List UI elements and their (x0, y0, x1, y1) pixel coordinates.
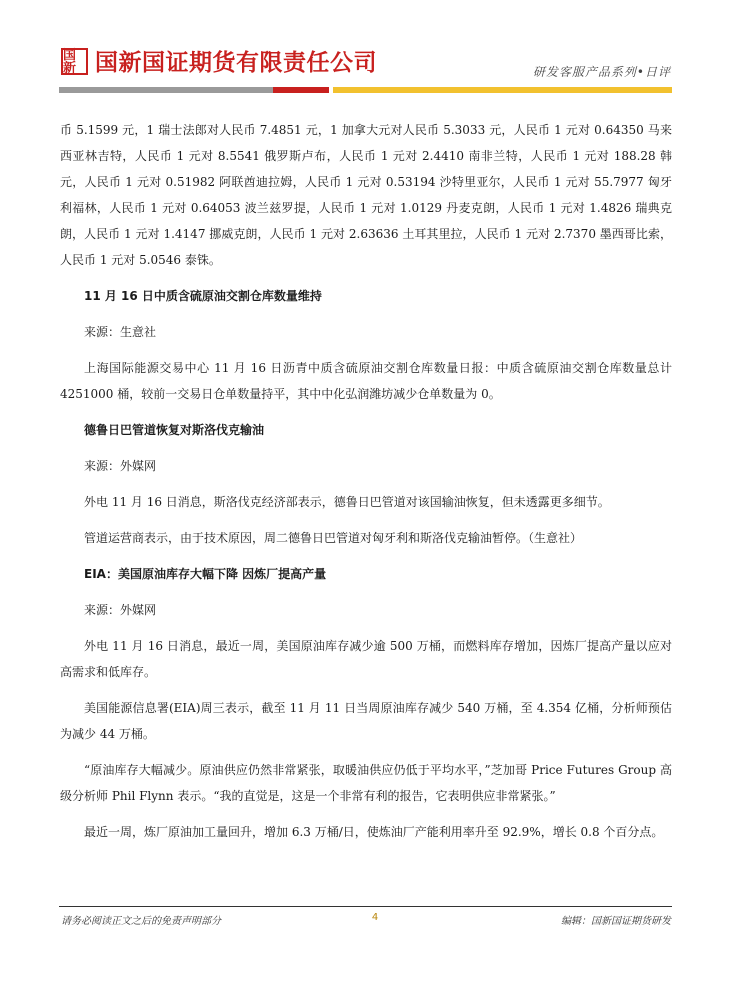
header-bar-grey (59, 87, 273, 93)
paragraph-analyst-quote: “原油库存大幅减少。原油供应仍然非常紧张，取暖油供应仍低于平均水平，”芝加哥 Price Futures Group 高级分析师 Phil Flynn 表示。“我的直觉是，这是一个非常有利的报告，它表明供应非常紧张。” (60, 763, 672, 803)
document-body (60, 117, 672, 845)
source-3: 来源：外媒网 (84, 603, 157, 617)
heading-crude-warehouse: 11 月 16 日中质含硫原油交割仓库数量维持 (84, 289, 322, 303)
page-number: 4 (371, 912, 379, 923)
paragraph-exchange-rates: 币 5.1599 元，1 瑞士法郎对人民币 7.4851 元，1 加拿大元对人民币 5.3033 元，人民币 1 元对 0.64350 马来西亚林吉特，人民币 1 元对 8.5541 俄罗斯卢布，人民币 1 元对 2.4410 南非兰特，人民币 1 元对 188.28 韩元，人民币 1 元对 0.51982 阿联酋迪拉姆，人民币 1 元对 0.53194 沙特里亚尔，人民币 1 元对 55.7977 匈牙利福林，人民币 1 元对 0.64053 波兰兹罗提，人民币 1 元对 1.0129 丹麦克朗，人民币 1 元对 1.4826 瑞典克朗，人民币 1 元对 1.4147 挪威克朗，人民币 1 元对 2.63636 土耳其里拉，人民币 1 元对 2.7370 墨西哥比索，人民币 1 元对 5.0546 泰铢。 (60, 123, 672, 267)
paragraph-pipeline-resumed: 外电 11 月 16 日消息，斯洛伐克经济部表示，德鲁日巴管道对该国输油恢复，但未透露更多细节。 (84, 495, 610, 509)
heading-eia-inventory: EIA：美国原油库存大幅下降 因炼厂提高产量 (84, 567, 327, 581)
heading-druzhba-pipeline: 德鲁日巴管道恢复对斯洛伐克输油 (84, 423, 265, 437)
footer-editor: 编辑：国新国证期货研发 (561, 916, 671, 927)
source-2: 来源：外媒网 (84, 459, 157, 473)
company-logo: 国新 (61, 48, 88, 75)
paragraph-warehouse-report: 上海国际能源交易中心 11 月 16 日沥青中质含硫原油交割仓库数量日报：中质含硫原油交割仓库数量总计 4251000 桶，较前一交易日仓单数量持平，其中中化弘润潍坊减少仓单数量为 0。 (60, 361, 672, 401)
report-series: 研发客服产品系列•日评 (532, 65, 671, 79)
footer-disclaimer: 请务必阅读正文之后的免责声明部分 (61, 916, 221, 927)
paragraph-refinery-runs: 最近一周，炼厂原油加工量回升，增加 6.3 万桶/日，使炼油厂产能利用率升至 92.9%，增长 0.8 个百分点。 (84, 825, 664, 839)
header-bar-yellow (333, 87, 672, 93)
source-1: 来源：生意社 (84, 325, 157, 339)
paragraph-eia-data: 美国能源信息署(EIA)周三表示，截至 11 月 11 日当周原油库存减少 540 万桶，至 4.354 亿桶，分析师预估为减少 44 万桶。 (60, 701, 672, 741)
company-name: 国新国证期货有限责任公司 (95, 50, 377, 76)
paragraph-pipeline-halted: 管道运营商表示，由于技术原因，周二德鲁日巴管道对匈牙利和斯洛伐克输油暂停。（生意社） (84, 531, 583, 545)
paragraph-eia-summary: 外电 11 月 16 日消息，最近一周，美国原油库存减少逾 500 万桶，而燃料库存增加，因炼厂提高产量以应对高需求和低库存。 (60, 639, 672, 679)
footer-divider (59, 906, 672, 907)
page-header (0, 0, 731, 100)
header-bar-red (273, 87, 329, 93)
